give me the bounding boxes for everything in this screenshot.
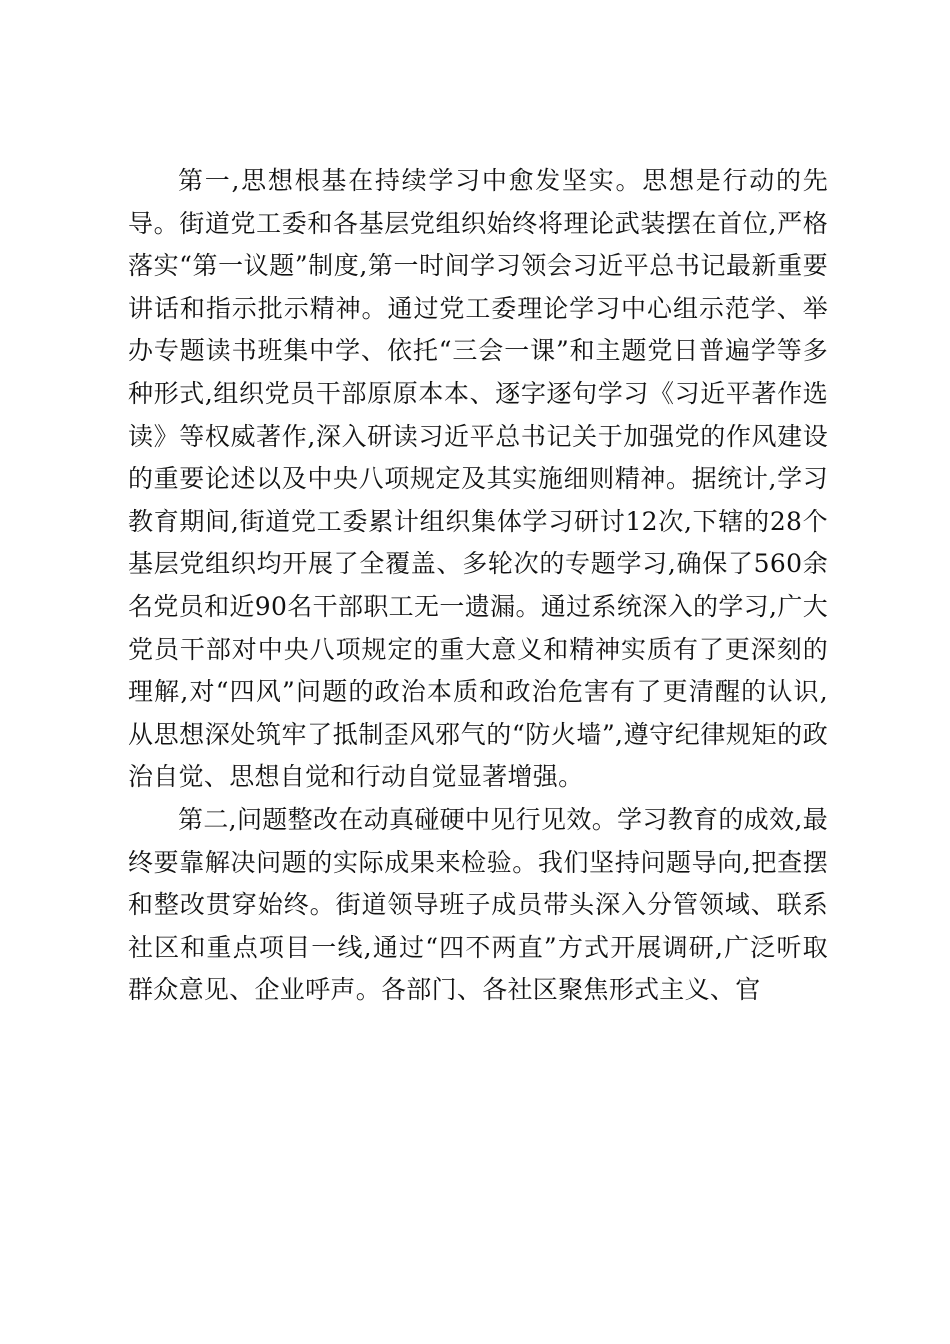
paragraph-second: 第二,问题整改在动真碰硬中见行见效。学习教育的成效,最终要靠解决问题的实际成果来检验。我们坚持问题导向,把查摆和整改贯穿始终。街道领导班子成员带头深入分管领域、联系社区和重点项目一线,通过“四不两直”方式开展调研,广泛听取群众意见、企业呼声。各部门、各社区聚焦形式主义、官: [128, 804, 828, 1005]
paragraph-first: 第一,思想根基在持续学习中愈发坚实。思想是行动的先导。街道党工委和各基层党组织始终将理论武装摆在首位,严格落实“第一议题”制度,第一时间学习领会习近平总书记最新重要讲话和指示批示精神。通过党工委理论学习中心组示范学、举办专题读书班集中学、依托“三会一课”和主题党日普遍学等多种形式,组织党员干部原原本本、逐字逐句学习《习近平著作选读》等权威著作,深入研读习近平总书记关于加强党的作风建设的重要论述以及中央八项规定及其实施细则精神。据统计,学习教育期间,街道党工委累计组织集体学习研讨12次,下辖的28个基层党组织均开展了全覆盖、多轮次的专题学习,确保了560余名党员和近90名干部职工无一遗漏。通过系统深入的学习,广大党员干部对中央八项规定的重大意义和精神实质有了更深刻的理解,对“四风”问题的政治本质和政治危害有了更清醒的认识,从思想深处筑牢了抵制歪风邪气的“防火墙”,遵守纪律规矩的政治自觉、思想自觉和行动自觉显著增强。: [128, 166, 828, 792]
document-body: [128, 160, 828, 1012]
